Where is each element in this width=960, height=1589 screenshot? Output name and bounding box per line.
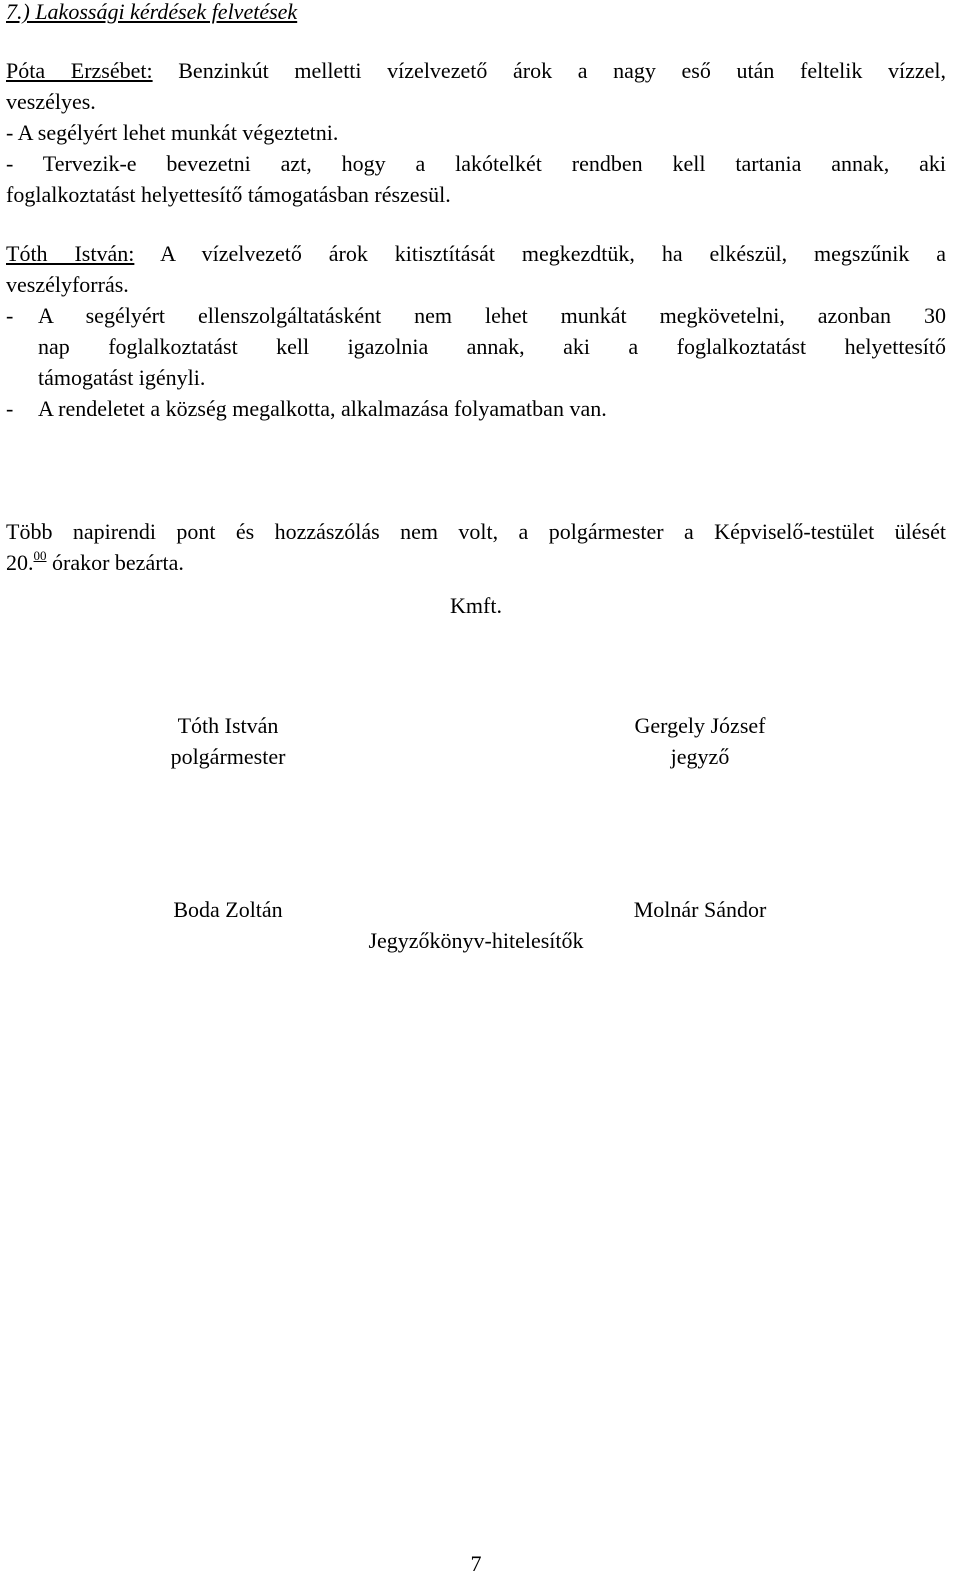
toth-bullet-2-text: A rendeletet a község megalkotta, alkalmazása folyamatban van.	[38, 396, 607, 421]
pota-line-3: - A segélyért lehet munkát végeztetni.	[6, 120, 339, 145]
pota-line-1	[6, 55, 946, 86]
kmft: Kmft.	[450, 593, 502, 618]
toth-bullet-1-line-1: A segélyért ellenszolgáltatásként nem lehet munkát megkövetelni, azonban 30	[38, 303, 946, 328]
pota-line-1-text: Benzinkút melletti vízelvezető árok a nagy eső után feltelik vízzel,	[152, 58, 946, 83]
page-number: 7	[470, 1551, 482, 1576]
pota-paragraph	[6, 55, 946, 210]
toth-line-2: veszélyforrás.	[6, 272, 129, 297]
authenticators-title: Jegyzőkönyv-hitelesítők	[368, 928, 584, 953]
bullet-dash: -	[6, 303, 14, 328]
toth-line-1-text: A vízelvezető árok kitisztítását megkezdtük, ha elkészül, megszűnik a	[134, 241, 946, 266]
toth-bullet-1-line-2: nap foglalkoztatást kell igazolnia annak, aki a foglalkoztatást helyettesítő	[38, 334, 946, 359]
notary-title: jegyző	[670, 744, 730, 769]
closing-line-2-text: órakor bezárta.	[46, 550, 184, 575]
pota-line-4: - Tervezik-e bevezetni azt, hogy a lakótelkét rendben kell tartania annak, aki	[6, 151, 946, 176]
authenticator-1-name: Boda Zoltán	[173, 897, 283, 922]
section-title: 7.) Lakossági kérdések felvetések	[6, 0, 298, 24]
toth-bullet-2	[6, 393, 946, 424]
pota-line-5: foglalkoztatást helyettesítő támogatásban részesül.	[6, 182, 451, 207]
mayor-title: polgármester	[170, 744, 286, 769]
closing-line-2	[6, 547, 946, 578]
notary-signature-block	[550, 710, 850, 772]
speaker-toth: Tóth István:	[6, 241, 135, 266]
pota-line-2: veszélyes.	[6, 89, 96, 114]
notary-name: Gergely József	[634, 713, 766, 738]
bullet-dash: -	[6, 396, 14, 421]
closing-line-1: Több napirendi pont és hozzászólás nem volt, a polgármester a Képviselő-testület ülését	[6, 519, 946, 544]
speaker-pota: Póta Erzsébet:	[6, 58, 153, 83]
toth-line-1	[6, 238, 946, 269]
toth-paragraph	[6, 238, 946, 300]
closing-time-minutes: 00	[33, 548, 47, 563]
mayor-signature-block	[78, 710, 378, 772]
authenticator-2-name: Molnár Sándor	[633, 897, 767, 922]
mayor-name: Tóth István	[177, 713, 279, 738]
closing-time-hour: 20.	[6, 550, 34, 575]
closing-paragraph	[6, 516, 946, 578]
toth-bullet-1-line-3: támogatást igényli.	[38, 365, 206, 390]
toth-bullet-1	[6, 300, 946, 393]
